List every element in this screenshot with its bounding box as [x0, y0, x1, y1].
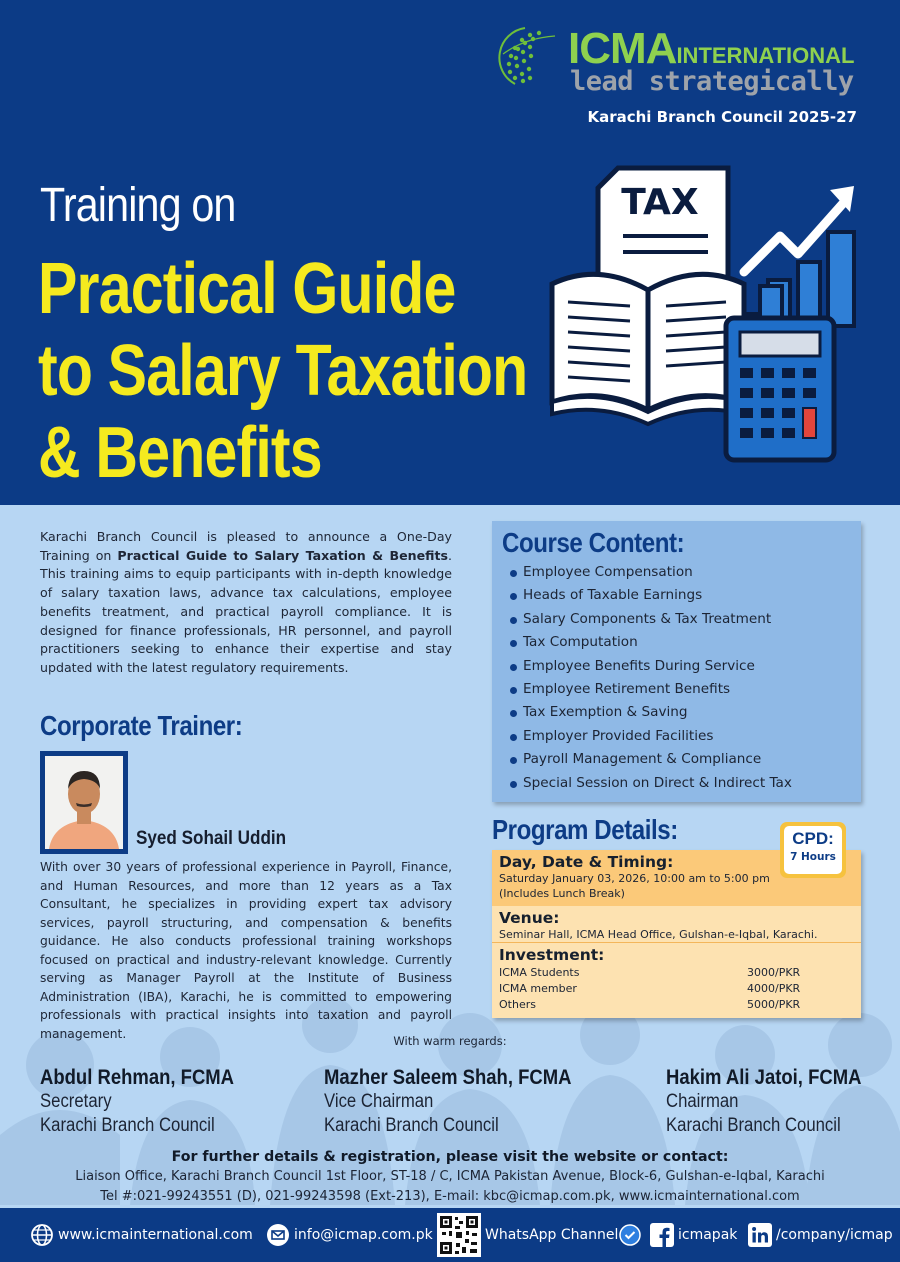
investment-label: Investment:: [499, 946, 605, 964]
qr-code-icon: [437, 1213, 481, 1257]
contact-address: Liaison Office, Karachi Branch Council 1st Floor, ST-18 / C, ICMA Pakistan Avenue, Block-6, Gulshan-e-Iqbal, Karachi: [75, 1169, 825, 1184]
venue-value: Seminar Hall, ICMA Head Office, Gulshan-e-Iqbal, Karachi.: [499, 928, 818, 941]
course-content-item: Payroll Management & Compliance: [510, 748, 792, 771]
course-title-line: to Salary Taxation: [38, 331, 528, 411]
intro-paragraph: [40, 528, 452, 678]
course-content-list: [510, 561, 792, 795]
signatory-role: Secretary: [40, 1091, 112, 1112]
footer-linkedin-text: /company/icmap: [776, 1227, 893, 1243]
course-content-item: Employee Benefits During Service: [510, 655, 792, 678]
tax-calculator-illustration: [548, 162, 868, 467]
signatory-secretary: [40, 1066, 261, 1138]
brand-name-international: INTERNATIONAL: [676, 43, 855, 68]
signatory-org: Karachi Branch Council: [40, 1115, 215, 1136]
investment-category: ICMA member: [499, 981, 577, 995]
investment-category: Others: [499, 997, 536, 1011]
cpd-hours: 7 Hours: [790, 851, 836, 863]
intro-text: Karachi Branch Council is pleased to announce a One-Day Training on: [40, 529, 452, 563]
signatory-name: Hakim Ali Jatoi, FCMA: [666, 1066, 862, 1089]
investment-row: [499, 965, 861, 981]
investment-fee: 5000/PKR: [747, 997, 801, 1011]
footer-facebook-link[interactable]: [650, 1208, 737, 1262]
footer-facebook-text: icmapak: [678, 1227, 738, 1243]
course-content-item: Tax Computation: [510, 631, 792, 654]
investment-section: [492, 942, 861, 1018]
linkedin-icon: [748, 1223, 772, 1247]
course-content-item: Salary Components & Tax Treatment: [510, 608, 792, 631]
course-content-panel: [492, 521, 861, 802]
course-content-item: Employee Compensation: [510, 561, 792, 584]
footer-website-link[interactable]: [30, 1208, 253, 1262]
course-title: [38, 248, 563, 494]
signatory-name: Abdul Rehman, FCMA: [40, 1066, 235, 1089]
signatory-role: Chairman: [666, 1091, 739, 1112]
date-timing-value: Saturday January 03, 2026, 10:00 am to 5:00 pm: [499, 872, 770, 885]
regards-text: With warm regards:: [393, 1034, 507, 1048]
globe-logo-icon: [495, 18, 567, 90]
investment-row: [499, 981, 861, 997]
facebook-icon: [650, 1223, 674, 1247]
investment-category: ICMA Students: [499, 966, 580, 979]
investment-fee: 3000/PKR: [747, 966, 801, 979]
svg-text:TAX: TAX: [621, 182, 699, 223]
cpd-title: CPD:: [792, 829, 834, 848]
globe-icon: [30, 1223, 54, 1247]
venue-section: [492, 906, 861, 942]
signatory-role: Vice Chairman: [324, 1091, 434, 1112]
course-content-item: Heads of Taxable Earnings: [510, 584, 792, 607]
signatory-org: Karachi Branch Council: [324, 1115, 499, 1136]
signatory-chairman: [666, 1066, 888, 1138]
footer-email-text: info@icmap.com.pk: [294, 1227, 433, 1243]
brand-tagline: lead strategically: [570, 66, 854, 97]
open-book-icon: [552, 274, 744, 424]
training-on-label: Training on: [40, 179, 236, 232]
email-icon: [266, 1223, 290, 1247]
signatory-name: Mazher Saleem Shah, FCMA: [324, 1066, 572, 1089]
footer-whatsapp-link[interactable]: [437, 1208, 641, 1262]
brand-name-icma: ICMA: [568, 24, 677, 73]
footer-bar: [0, 1208, 900, 1262]
trainer-bio: With over 30 years of professional experience in Payroll, Finance, and Human Resources, and more than 12 years as a Tax Consultant, he specializes in providing expert tax advisory services, payroll structuring, and compensation & benefits guidance. He also conducts professional training workshops focused on practical and industry-relevant knowledge. Currently serving as Manager Payroll at the Institute of Business Administration (IBA), Karachi, he is committed to empowering professionals with practical insights into taxation and payroll management.: [40, 860, 452, 1041]
signatory-vice-chairman: [324, 1066, 605, 1138]
course-title-line: & Benefits: [38, 413, 322, 493]
trainer-heading: Corporate Trainer:: [40, 710, 243, 741]
course-content-heading: Course Content:: [502, 527, 685, 558]
contact-block: [0, 1147, 900, 1207]
trainer-photo: [40, 751, 128, 854]
date-timing-label: Day, Date & Timing:: [499, 853, 674, 871]
lunch-note: (Includes Lunch Break): [499, 886, 625, 900]
signatory-org: Karachi Branch Council: [666, 1115, 841, 1136]
cpd-badge: [780, 822, 846, 878]
course-content-item: Tax Exemption & Saving: [510, 701, 792, 724]
footer-linkedin-link[interactable]: [748, 1208, 893, 1262]
calculator-icon: [726, 318, 834, 460]
intro-text: . This training aims to equip participants with in-depth knowledge of salary taxation laws, advance tax calculations, employee benefits treatment, and practical payroll compliance. It is designed for finance professionals, HR personnel, and payroll practitioners seeking to enhance their expertise and stay updated with the latest regulatory requirements.: [40, 547, 452, 675]
trainer-portrait-icon: [45, 756, 123, 849]
footer-email-link[interactable]: [266, 1208, 433, 1262]
investment-row: [499, 997, 861, 1013]
intro-course-name: Practical Guide to Salary Taxation & Benefits: [117, 547, 448, 563]
course-content-item: Special Session on Direct & Indirect Tax: [510, 772, 792, 795]
verified-badge-icon: [619, 1224, 641, 1246]
course-content-item: Employee Retirement Benefits: [510, 678, 792, 701]
course-title-line: Practical Guide: [38, 249, 456, 329]
trainer-name: Syed Sohail Uddin: [136, 828, 287, 849]
header-banner: [0, 0, 900, 505]
program-heading: Program Details:: [492, 814, 678, 845]
footer-whatsapp-text: WhatsApp Channel: [485, 1227, 619, 1243]
footer-website-text: www.icmainternational.com: [58, 1227, 253, 1243]
venue-label: Venue:: [499, 909, 560, 927]
branch-council-label: Karachi Branch Council 2025-27: [587, 108, 857, 126]
contact-phones: Tel #:021-99243551 (D), 021-99243598 (Ext-213), E-mail: kbc@icmap.com.pk, www.icmainternational.com: [100, 1189, 800, 1204]
course-content-item: Employer Provided Facilities: [510, 725, 792, 748]
investment-fee: 4000/PKR: [747, 981, 801, 995]
contact-title: For further details & registration, please visit the website or contact:: [171, 1149, 729, 1165]
